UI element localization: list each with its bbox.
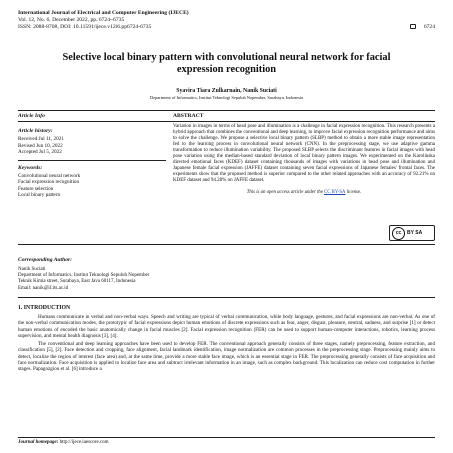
intro-paragraph: The conventional and deep learning approaches have been used to develop FER. The conventional approach generally consists of three stages, namely preprocessing, feature extraction, and classification [5], [2]. Face detection and cropping, face alignment, facial landmark identification, image normalization are common processes in the preprocessing stage. Preprocessing mainly aims to detect, localize the region of interest (face area) and, at the same time, provide a more stable face image, which is an essential stage in FER. The preprocessing generally consists of face acquisition and face normalization. Face acquisition is applied to localize face area and subtract irrelevant information in an image, such as complex background. This localization can reduce cost computation in further stages. Papagozgiou et al. [6] introduce a (18, 341, 435, 373)
keyword-item: Facial expression recognition (18, 179, 80, 185)
article-info-box (18, 110, 435, 245)
license-end: license. (346, 190, 362, 196)
page-footer (18, 437, 435, 445)
license-text: This is an open access article under the (246, 190, 323, 196)
corr-rule (18, 297, 435, 298)
abstract-heading: ABSTRACT (173, 113, 204, 119)
footer-url[interactable]: http://ijece.iaescore.com (59, 440, 109, 445)
corresponding-author (18, 255, 435, 298)
paper-title: Selective local binary pattern with convolutional neural network for facial expression recognition (62, 52, 391, 75)
page-number: 6724 (423, 23, 435, 30)
corr-email[interactable]: Email: nanik@if.its.ac.id (18, 285, 69, 291)
corr-name: Nanik Suciati (18, 267, 46, 272)
footer-label: Journal homepage: (18, 440, 59, 445)
keyword-item: Convolutional neural network (18, 172, 81, 179)
issn-doi: ISSN: 2088-8708, DOI: 10.11591/ijece.v12i6.pp6724-6735 (18, 23, 152, 30)
cc-license-badge[interactable] (389, 225, 435, 241)
cc-by-sa-label: BY SA (407, 230, 423, 236)
journal-header (18, 10, 435, 30)
license-link[interactable]: CC BY-SA (324, 190, 346, 196)
keyword-item: Local binary pattern (18, 192, 61, 198)
journal-title: International Journal of Electrical and Computer Engineering (IJECE) (18, 10, 189, 16)
cc-icon: cc (392, 227, 405, 240)
volume-info: Vol. 12, No. 6, December 2022, pp. 6724~6735 (18, 16, 125, 23)
book-icon (410, 24, 416, 29)
keyword-item: Feature selection (18, 185, 54, 192)
history-item: Revised Jun 10, 2022 (18, 142, 63, 149)
license-line (173, 190, 435, 195)
paper-authors: Syavira Tiara Zulkarnain, Nanik Suciati (176, 88, 277, 94)
history-item: Accepted Jul 5, 2022 (18, 149, 62, 155)
section-heading: 1. INTRODUCTION (18, 305, 71, 311)
corr-address: Teknik Kimia street, Surabaya, East Java 60117, Indonesia (18, 279, 136, 285)
corresponding-heading: Corresponding Author: (18, 257, 73, 263)
article-history-heading: Article history: (18, 128, 53, 134)
article-info-heading: Article Info (18, 113, 45, 119)
corr-dept: Department of Informatics, Institut Teknologi Sepuluh Nopember (18, 273, 150, 279)
introduction-section (18, 305, 435, 375)
article-info-column (18, 110, 166, 245)
paper-affiliation: Department of Informatics, Institut Teknologi Sepuluh Nopember, Surabaya, Indonesia (150, 95, 303, 100)
divider (18, 160, 166, 161)
abstract-text: Variation in images in terms of head pose and illumination is a challenge in facial expression recognition. This research presents a hybrid approach that combines the conventional and deep learning, to improve facial expression recognition performance and aims to solve the challenge. We propose a selective local binary pattern (SLBP) method to obtain a more stable image representation fed to the learning process in convolutional neural network (CNN). In the preprocessing stage, we use adaptive gamma transformation to reduce illumination variability. The proposed SLBP selects the discriminant features in facial images with head pose variation using the median-based standard deviation of local binary pattern images. We experimented on the Karolinska directed emotional faces (KDEF) dataset containing thousands of images with variations in head pose and illumination and Japanese female facial expression (JAFFE) dataset containing seven facial expressions of Japanese females' frontal faces. The experiments show that the proposed method is superior compared to the other related approaches with an accuracy of 92.21% on KDEF dataset and 94.28% on JAFFE dataset. (173, 124, 435, 184)
history-item: Received Jul 11, 2021 (18, 136, 64, 142)
intro-paragraph: Humans communicate in verbal and non-verbal ways. Speech and writing are typical of verbal communication, while body language, gestures, and facial expressions are non-verbal. As one of the non-verbal communication modes, the prototypic of facial expressions depict human emotions of discrete expressions such as fear, anger, disgust, pleasure, neutral, sadness, and surprise [1] or detect human emotions of encoded the basic anatomically change in facial muscles [2]. Facial expression recognition (FER) can be used to support human-computer interactions, robotics, learning process supervision, and mental health diagnosis [3], [4]. (18, 314, 435, 339)
keywords-heading: Keywords: (18, 164, 43, 171)
